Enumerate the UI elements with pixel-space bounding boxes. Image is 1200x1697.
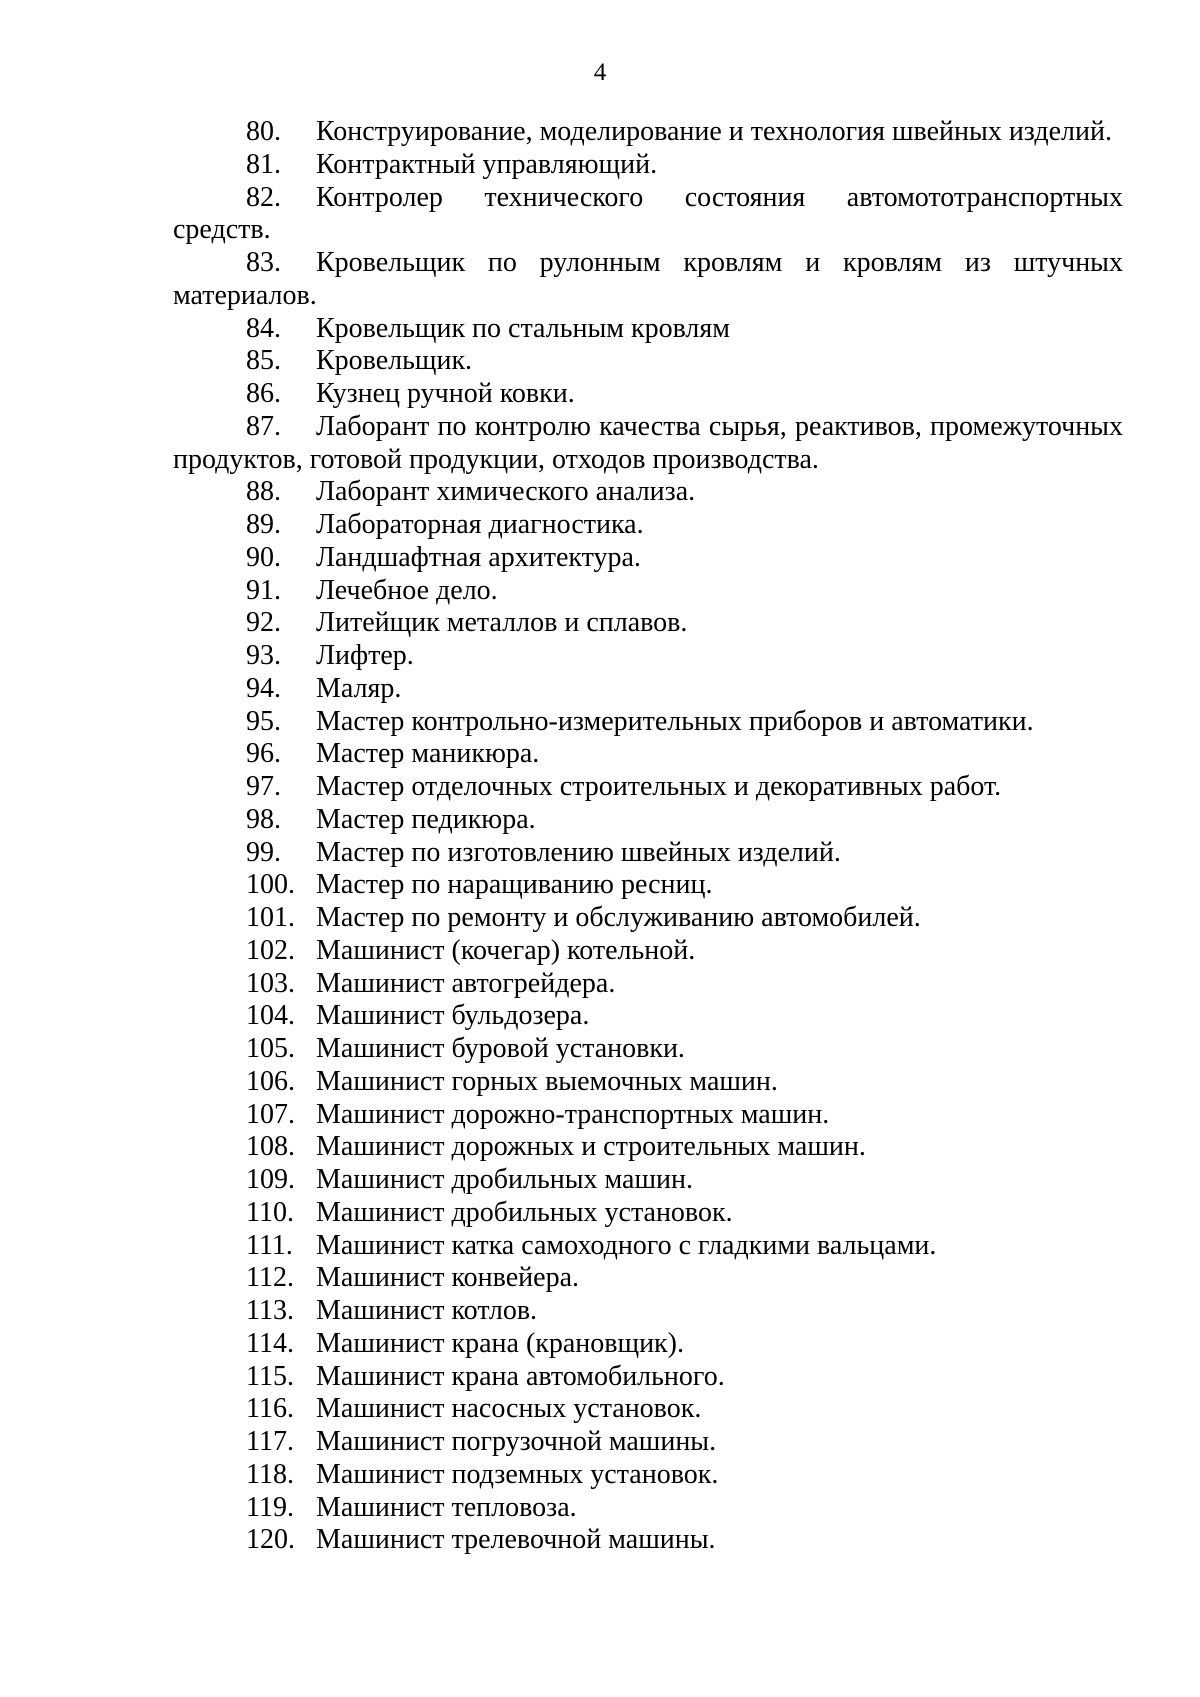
item-number: 97. <box>246 771 281 802</box>
item-text: Кровельщик по рулонным кровлям и кровлям из штучных материалов. <box>173 247 1123 311</box>
list-item <box>173 509 1123 542</box>
list-item <box>173 902 1123 935</box>
item-text: Маляр. <box>316 672 402 704</box>
item-text: Машинист котлов. <box>316 1295 538 1326</box>
item-text: Лаборант химического анализа. <box>316 476 696 508</box>
item-number: 93. <box>246 640 281 671</box>
item-number: 87. <box>246 410 281 442</box>
list-item <box>173 706 1123 739</box>
item-number: 106. <box>246 1065 295 1097</box>
item-text: Машинист горных выемочных машин. <box>316 1065 778 1097</box>
item-text: Машинист бульдозера. <box>316 1000 590 1032</box>
item-text: Машинист буровой установки. <box>316 1033 685 1064</box>
item-text: Кровельщик. <box>316 345 473 377</box>
item-number: 116. <box>246 1393 294 1425</box>
item-text: Мастер контрольно-измерительных приборов и автоматики. <box>316 705 1034 737</box>
item-number: 101. <box>246 902 295 933</box>
item-number: 113. <box>246 1295 294 1326</box>
list-item <box>173 378 1123 411</box>
item-number: 118. <box>246 1458 294 1490</box>
list-item <box>173 345 1123 378</box>
item-text: Машинист насосных установок. <box>316 1393 702 1425</box>
list-item <box>173 804 1123 837</box>
list-item <box>173 1033 1123 1066</box>
list-item <box>173 1197 1123 1230</box>
list-item <box>173 738 1123 771</box>
item-number: 90. <box>246 541 281 573</box>
list-item <box>173 673 1123 706</box>
list-item <box>173 837 1123 870</box>
item-number: 91. <box>246 574 281 606</box>
item-text: Мастер по наращиванию ресниц. <box>316 869 713 901</box>
list-item <box>173 1131 1123 1164</box>
list-item <box>173 1295 1123 1328</box>
item-number: 112. <box>246 1262 294 1294</box>
item-number: 95. <box>246 705 281 737</box>
item-text: Конструирование, моделирование и технология швейных изделий. <box>316 116 1112 147</box>
item-number: 92. <box>246 607 281 639</box>
list-item <box>173 1459 1123 1492</box>
item-text: Лабораторная диагностика. <box>316 509 644 540</box>
item-text: Лаборант по контролю качества сырья, реактивов, промежуточных продуктов, готовой продукции, отходов производства. <box>173 410 1123 475</box>
item-text: Машинист дробильных машин. <box>316 1164 694 1195</box>
list-item <box>173 771 1123 804</box>
list-item <box>173 1393 1123 1426</box>
list-item <box>173 935 1123 968</box>
item-number: 104. <box>246 1000 295 1032</box>
item-number: 103. <box>246 967 295 999</box>
item-text: Мастер по изготовлению швейных изделий. <box>316 836 841 868</box>
list-item <box>173 149 1123 182</box>
list-item <box>173 869 1123 902</box>
item-text: Машинист автогрейдера. <box>316 967 616 999</box>
list-item <box>173 1328 1123 1361</box>
profession-list <box>173 116 1123 1557</box>
item-text: Литейщик металлов и сплавов. <box>316 607 688 639</box>
list-item <box>173 575 1123 608</box>
item-number: 111. <box>246 1229 293 1261</box>
item-number: 110. <box>246 1196 294 1228</box>
list-item <box>173 640 1123 673</box>
item-text: Ландшафтная архитектура. <box>316 541 641 573</box>
item-number: 83. <box>246 247 281 278</box>
list-item <box>173 1361 1123 1394</box>
item-text: Кровельщик по стальным кровлям <box>316 312 730 344</box>
list-item <box>173 542 1123 575</box>
list-item <box>173 1099 1123 1132</box>
item-text: Машинист крана (крановщик). <box>316 1327 684 1359</box>
item-text: Контрактный управляющий. <box>316 148 658 180</box>
item-text: Машинист катка самоходного с гладкими вальцами. <box>316 1229 937 1261</box>
list-item <box>173 182 1123 248</box>
list-item <box>173 1164 1123 1197</box>
item-text: Машинист дорожно-транспортных машин. <box>316 1098 830 1130</box>
item-number: 105. <box>246 1033 295 1064</box>
item-number: 88. <box>246 476 281 508</box>
item-text: Машинист погрузочной машины. <box>316 1426 717 1457</box>
item-text: Машинист крана автомобильного. <box>316 1360 725 1392</box>
list-item <box>173 1230 1123 1263</box>
item-number: 99. <box>246 836 281 868</box>
item-number: 107. <box>246 1098 295 1130</box>
item-number: 114. <box>246 1327 294 1359</box>
list-item <box>173 116 1123 149</box>
item-text: Машинист тепловоза. <box>316 1491 577 1523</box>
item-text: Машинист подземных установок. <box>316 1458 719 1490</box>
item-number: 117. <box>246 1426 294 1457</box>
item-number: 94. <box>246 672 281 704</box>
item-number: 80. <box>246 116 281 147</box>
item-number: 84. <box>246 312 281 344</box>
item-text: Мастер маникюра. <box>316 738 540 770</box>
list-item <box>173 1524 1123 1557</box>
item-number: 100. <box>246 869 295 901</box>
item-text: Машинист трелевочной машины. <box>316 1524 716 1556</box>
item-number: 102. <box>246 934 295 966</box>
list-item <box>173 607 1123 640</box>
list-item <box>173 313 1123 346</box>
item-text: Контролер технического состояния автомототранспортных средств. <box>173 181 1123 246</box>
page-number: 4 <box>593 59 607 86</box>
item-number: 89. <box>246 509 281 540</box>
item-number: 86. <box>246 378 281 409</box>
list-item <box>173 411 1123 477</box>
list-item <box>173 1262 1123 1295</box>
item-text: Лифтер. <box>316 640 414 671</box>
item-number: 81. <box>246 148 281 180</box>
item-text: Машинист (кочегар) котельной. <box>316 934 696 966</box>
item-number: 82. <box>246 181 281 213</box>
item-number: 115. <box>246 1360 294 1392</box>
list-item <box>173 476 1123 509</box>
item-text: Машинист дробильных установок. <box>316 1196 733 1228</box>
list-item <box>173 247 1123 313</box>
item-number: 85. <box>246 345 281 377</box>
item-text: Мастер отделочных строительных и декоративных работ. <box>316 771 1002 802</box>
list-item <box>173 1492 1123 1525</box>
item-number: 120. <box>246 1524 295 1556</box>
item-number: 109. <box>246 1164 295 1195</box>
item-text: Машинист конвейера. <box>316 1262 579 1294</box>
item-number: 98. <box>246 803 281 835</box>
item-text: Мастер по ремонту и обслуживанию автомобилей. <box>316 902 921 933</box>
item-number: 108. <box>246 1131 295 1163</box>
list-item <box>173 1426 1123 1459</box>
item-text: Лечебное дело. <box>316 574 498 606</box>
list-item <box>173 1000 1123 1033</box>
list-item <box>173 1066 1123 1099</box>
item-text: Мастер педикюра. <box>316 803 536 835</box>
item-number: 96. <box>246 738 281 770</box>
item-number: 119. <box>246 1491 294 1523</box>
list-item <box>173 968 1123 1001</box>
item-text: Машинист дорожных и строительных машин. <box>316 1131 866 1163</box>
item-text: Кузнец ручной ковки. <box>316 378 575 409</box>
